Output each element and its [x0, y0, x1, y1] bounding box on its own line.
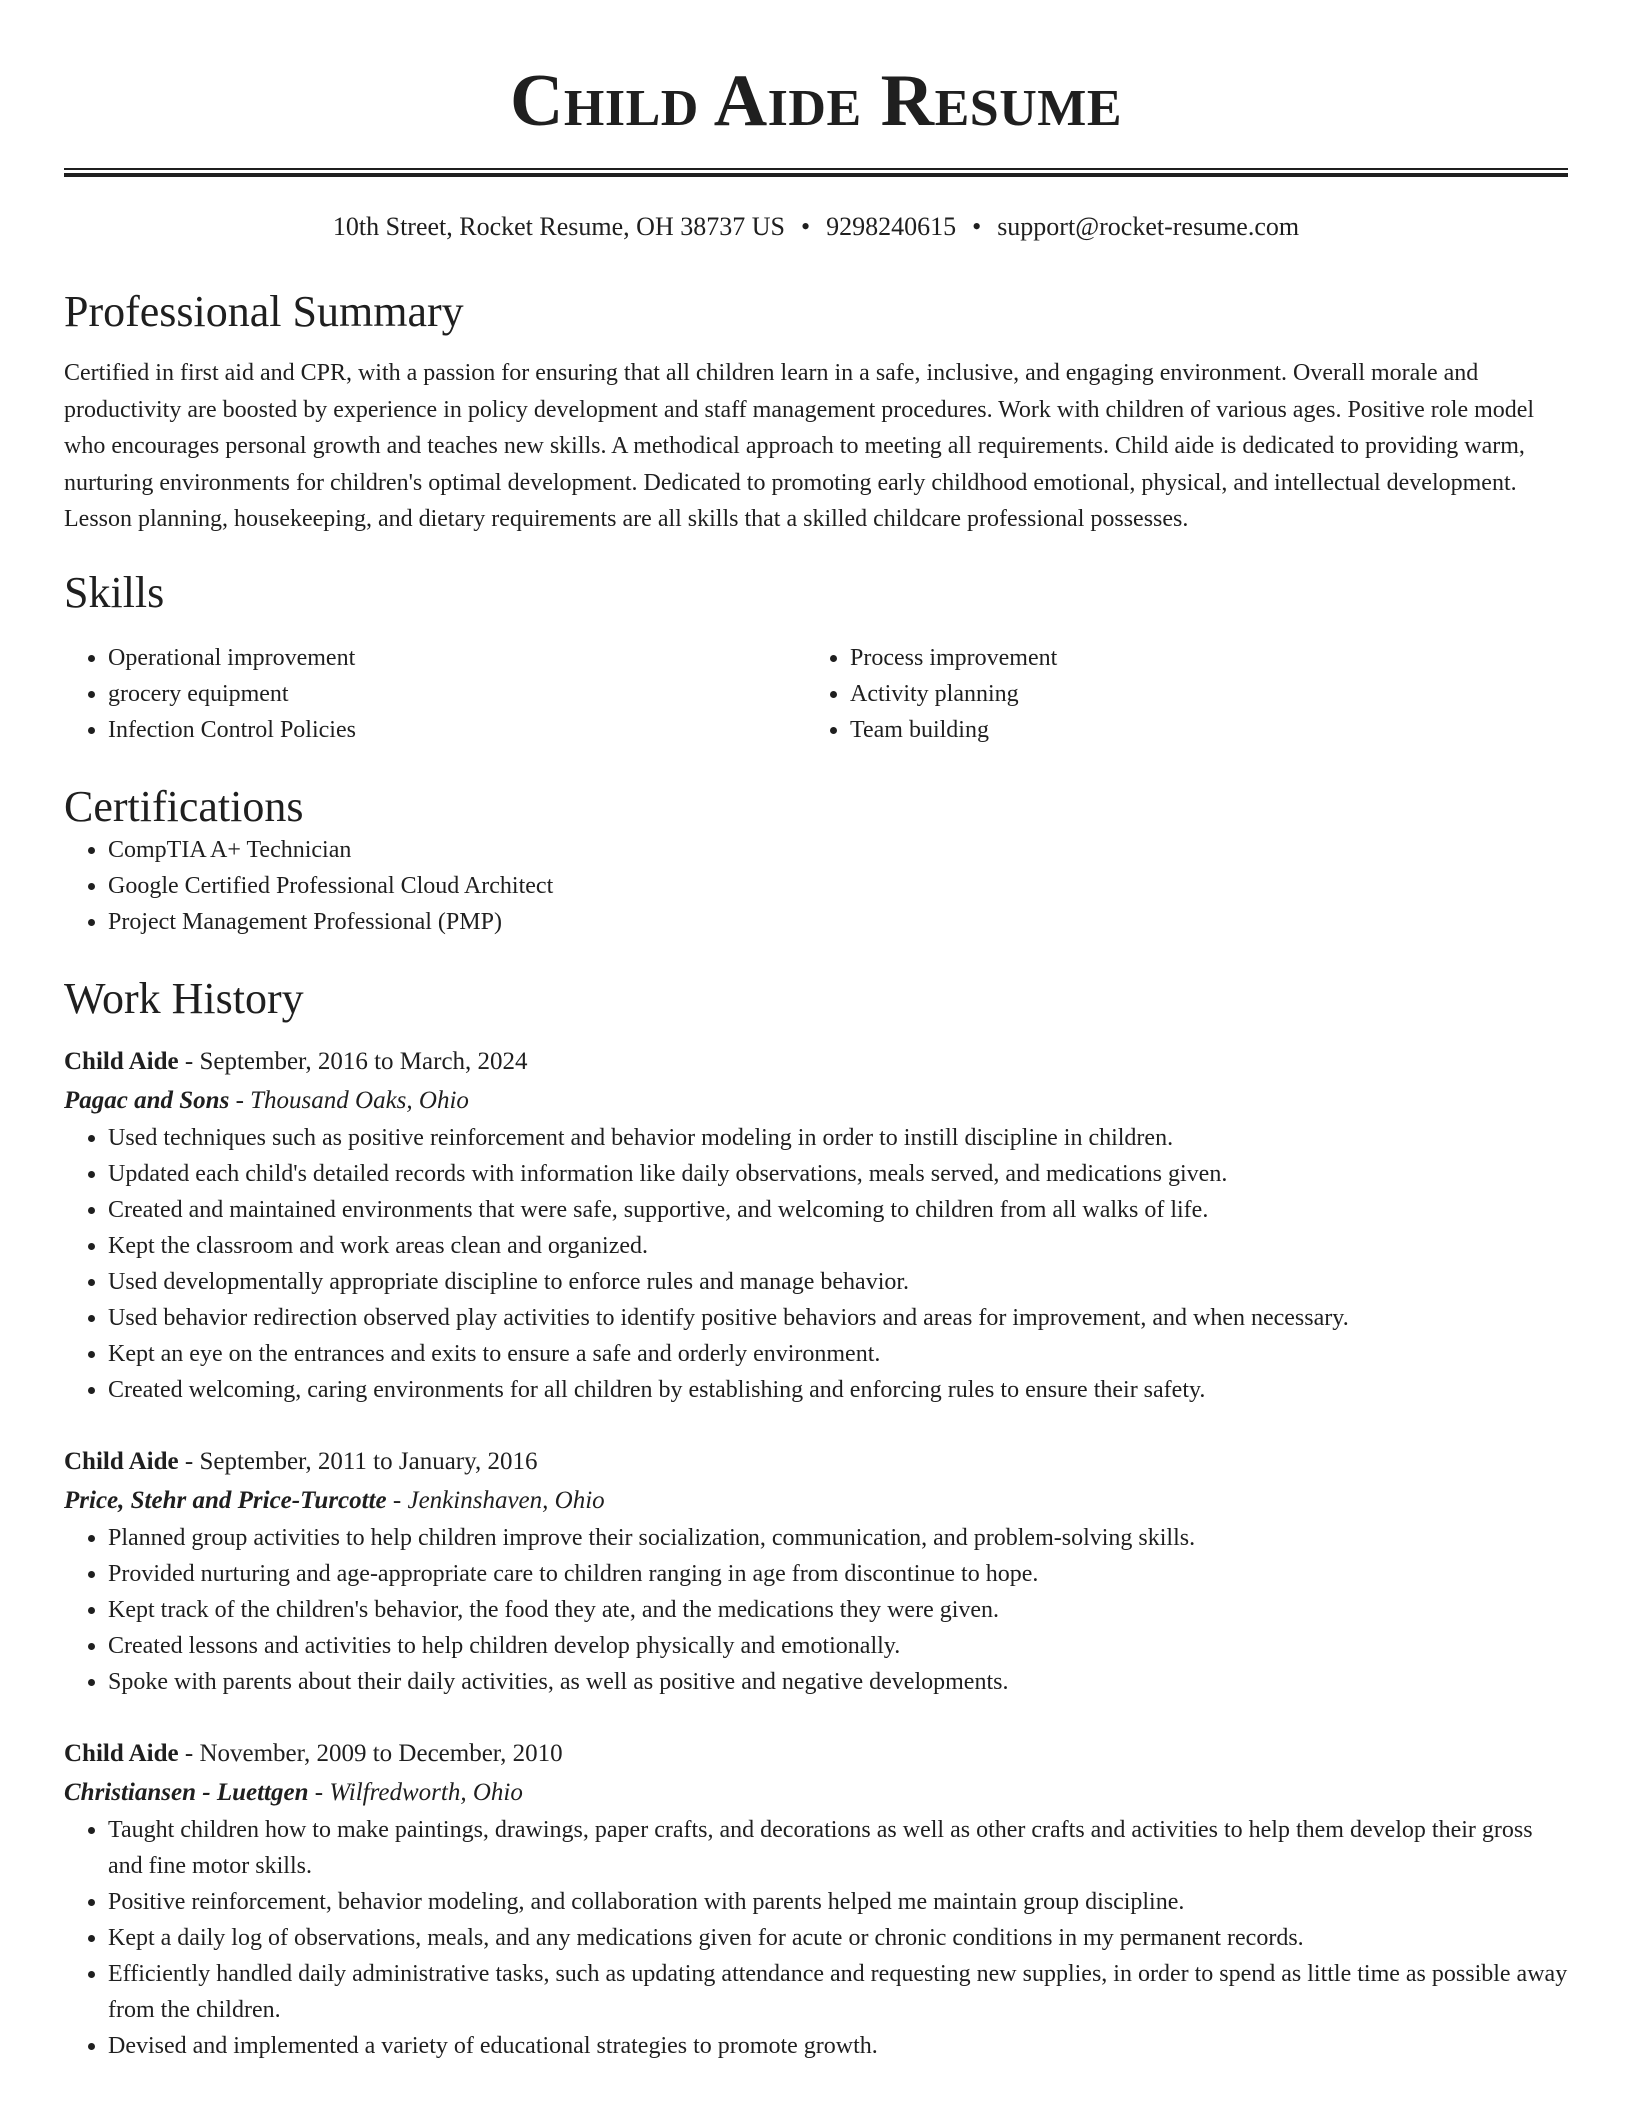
- skill-item: • Operational improvement: [108, 640, 806, 676]
- job-duty: • Used techniques such as positive reinforcement and behavior modeling in order to instill discipline in children.: [108, 1120, 1568, 1156]
- title-divider: [64, 168, 1568, 177]
- job-dates: September, 2016 to March, 2024: [199, 1047, 528, 1075]
- certification-item: • Project Management Professional (PMP): [108, 904, 1568, 940]
- contact-separator: •: [800, 212, 811, 241]
- job-duty: • Planned group activities to help children improve their socialization, communication, and problem-solving skills.: [108, 1520, 1568, 1556]
- job-duty: • Devised and implemented a variety of educational strategies to promote growth.: [108, 2028, 1568, 2064]
- job-dash: -: [178, 1447, 200, 1475]
- job-dash: -: [178, 1047, 200, 1075]
- job-duty: • Kept an eye on the entrances and exits to ensure a safe and orderly environment.: [108, 1336, 1568, 1372]
- skill-item: • Process improvement: [850, 640, 1568, 676]
- skills-list-left: [64, 640, 806, 748]
- certification-item: • Google Certified Professional Cloud Architect: [108, 868, 1568, 904]
- job-dash: -: [386, 1486, 408, 1514]
- job-location: Thousand Oaks, Ohio: [250, 1086, 469, 1114]
- contact-separator: •: [972, 212, 982, 241]
- job-company-line: [64, 1773, 1568, 1812]
- job-location: Wilfredworth, Ohio: [329, 1778, 523, 1806]
- job-dash: -: [178, 1739, 200, 1767]
- skill-item: • Team building: [850, 712, 1568, 748]
- job-title-line: [64, 1442, 1568, 1481]
- summary-text: Certified in first aid and CPR, with a passion for ensuring that all children learn in a safe, inclusive, and engaging environment. Overall morale and productivity are boosted by experience in policy development and staff management procedures. Work with children of various ages. Positive role model who encourages personal growth and teaches new skills. A methodical approach to meeting all requirements. Child aide is dedicated to providing warm, nurturing environments for children's optimal development. Dedicated to promoting early childhood emotional, physical, and intellectual development. Lesson planning, housekeeping, and dietary requirements are all skills that a skilled childcare professional possesses.: [64, 360, 1535, 532]
- job-duty: • Positive reinforcement, behavior modeling, and collaboration with parents helped me maintain group discipline.: [108, 1884, 1568, 1920]
- job-dash: -: [229, 1086, 251, 1114]
- job-dash: -: [308, 1778, 330, 1806]
- job-title-line: [64, 1734, 1568, 1773]
- job-duties-list: [64, 1120, 1568, 1408]
- skills-list-right: [806, 640, 1568, 748]
- job-role: Child Aide: [64, 1047, 179, 1075]
- job-company-line: [64, 1081, 1568, 1120]
- certifications-heading: Certifications: [64, 781, 304, 831]
- job-duty: • Kept the classroom and work areas clean and organized.: [108, 1228, 1568, 1264]
- job-duty: • Created and maintained environments that were safe, supportive, and welcoming to children from all walks of life.: [108, 1192, 1568, 1228]
- skill-item: • Activity planning: [850, 676, 1568, 712]
- job-entry: [64, 1042, 1568, 1408]
- skills-columns: [64, 640, 1568, 748]
- job-location: Jenkinshaven, Ohio: [407, 1486, 605, 1514]
- summary-heading: Professional Summary: [64, 287, 464, 336]
- work-history-section: [64, 974, 1568, 2064]
- skill-item: • Infection Control Policies: [108, 712, 806, 748]
- job-company: Christiansen - Luettgen: [64, 1778, 309, 1806]
- contact-address: 10th Street, Rocket Resume, OH 38737 US: [332, 212, 785, 241]
- job-duty: • Created lessons and activities to help children develop physically and emotionally.: [108, 1628, 1568, 1664]
- job-duty: • Spoke with parents about their daily activities, as well as positive and negative developments.: [108, 1664, 1568, 1700]
- skills-heading: Skills: [64, 567, 165, 617]
- job-duty: • Provided nurturing and age-appropriate care to children ranging in age from discontinue to hope.: [108, 1556, 1568, 1592]
- contact-phone: 9298240615: [826, 212, 957, 241]
- job-entry: [64, 1442, 1568, 1700]
- job-duty: • Updated each child's detailed records with information like daily observations, meals served, and medications given.: [108, 1156, 1568, 1192]
- job-duties-list: [64, 1812, 1568, 2064]
- contact-line: [64, 211, 1568, 243]
- job-role: Child Aide: [64, 1447, 179, 1475]
- contact-email: support@rocket-resume.com: [997, 212, 1300, 241]
- job-company: Pagac and Sons: [64, 1086, 230, 1114]
- job-duty: • Used behavior redirection observed play activities to identify positive behaviors and areas for improvement, and when necessary.: [108, 1300, 1568, 1336]
- job-duty: • Used developmentally appropriate discipline to enforce rules and manage behavior.: [108, 1264, 1568, 1300]
- job-role: Child Aide: [64, 1739, 179, 1767]
- job-company: Price, Stehr and Price-Turcotte: [64, 1486, 387, 1514]
- job-duty: • Efficiently handled daily administrative tasks, such as updating attendance and requesting new supplies, in order to spend as little time as possible away from the children.: [108, 1956, 1568, 2028]
- job-dates: September, 2011 to January, 2016: [199, 1447, 538, 1475]
- work-history-heading: Work History: [64, 973, 304, 1023]
- job-title-line: [64, 1042, 1568, 1081]
- resume-title: Child Aide Resume: [509, 60, 1123, 142]
- job-company-line: [64, 1481, 1568, 1520]
- job-duty: • Created welcoming, caring environments for all children by establishing and enforcing rules to ensure their safety.: [108, 1372, 1568, 1408]
- summary-section: [64, 287, 1568, 538]
- certifications-list: [64, 832, 1568, 940]
- job-duty: • Kept track of the children's behavior, the food they ate, and the medications they were given.: [108, 1592, 1568, 1628]
- job-duties-list: [64, 1520, 1568, 1700]
- certification-item: • CompTIA A+ Technician: [108, 832, 1568, 868]
- skills-section: [64, 568, 1568, 748]
- job-dates: November, 2009 to December, 2010: [199, 1739, 563, 1767]
- job-duty: • Taught children how to make paintings, drawings, paper crafts, and decorations as well as other crafts and activities to help them develop their gross and fine motor skills.: [108, 1812, 1568, 1884]
- certifications-section: [64, 782, 1568, 940]
- skill-item: • grocery equipment: [108, 676, 806, 712]
- job-entry: [64, 1734, 1568, 2064]
- job-duty: • Kept a daily log of observations, meals, and any medications given for acute or chronic conditions in my permanent records.: [108, 1920, 1568, 1956]
